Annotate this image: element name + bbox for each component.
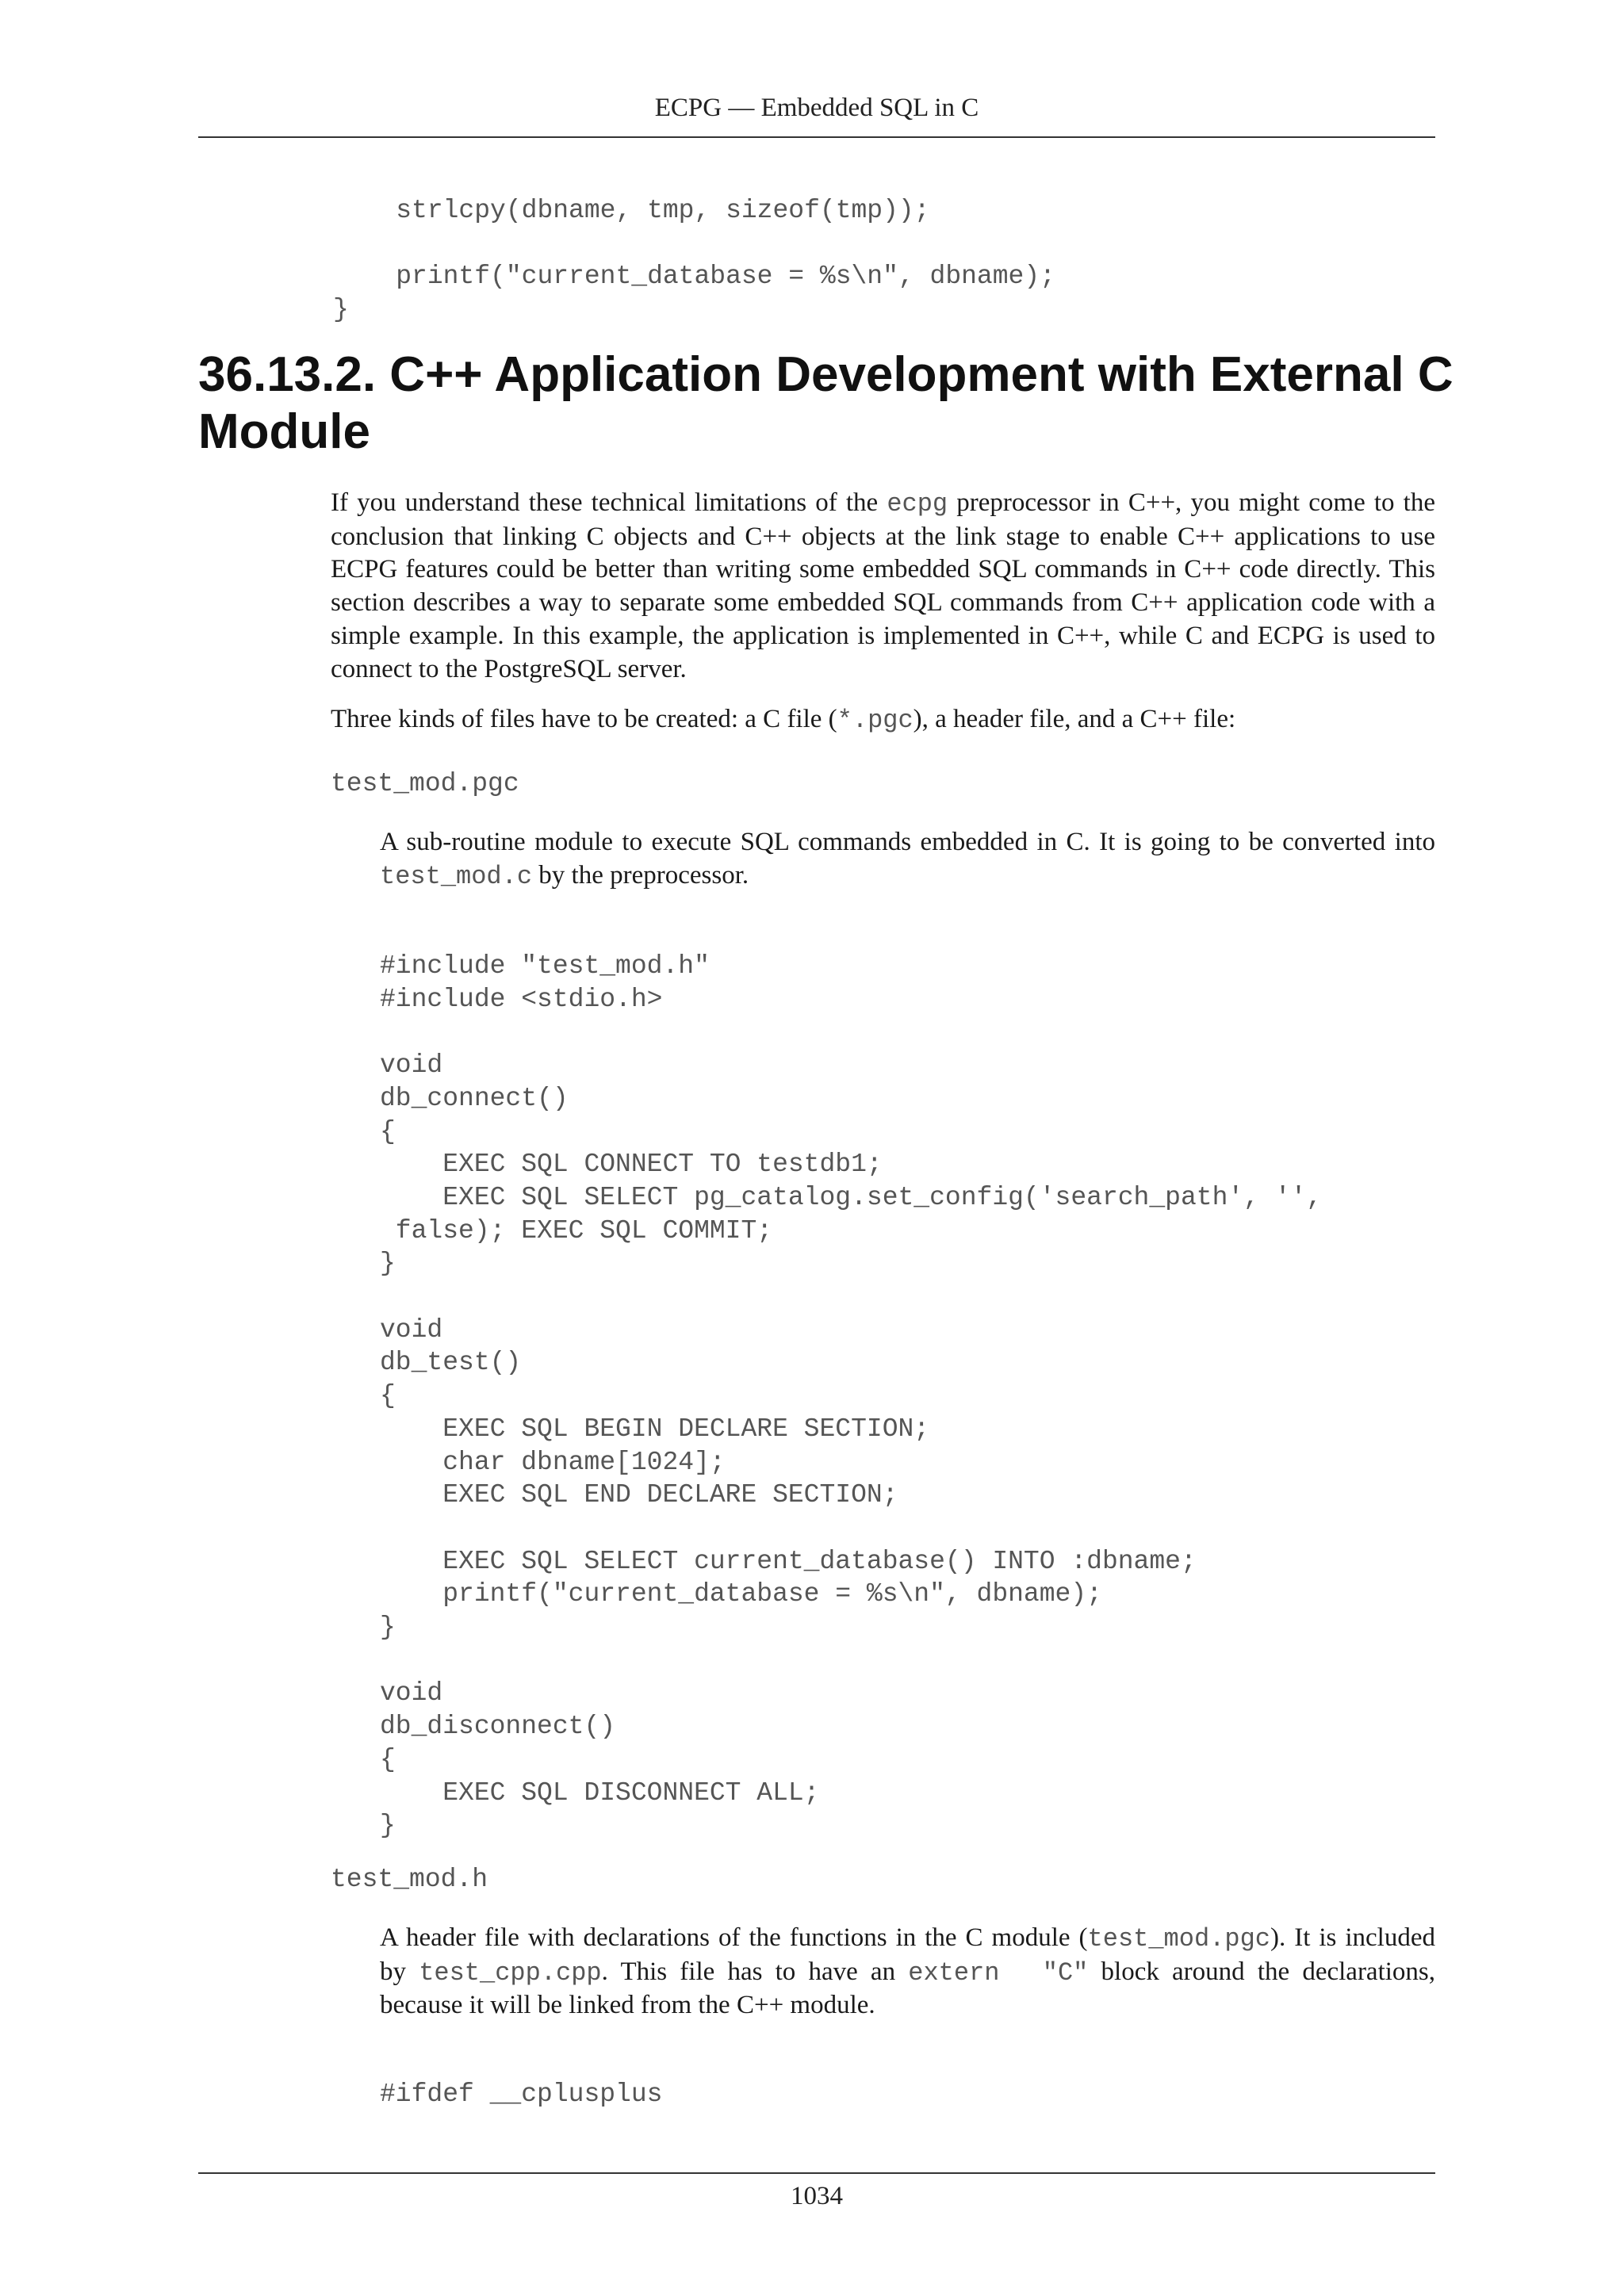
files-intro-paragraph: Three kinds of files have to be created: a C file (*.pgc), a header file, and a C++ file:: [331, 705, 1236, 735]
inline-code: *.pgc: [837, 706, 914, 735]
code-block-test-mod-pgc: #include "test_mod.h" #include <stdio.h> void db_connect() { EXEC SQL CONNECT TO testdb1; EXEC SQL SELECT pg_catalog.set_config('search_path', '', false); EXEC SQL COMMIT; } void db_test() { EXEC SQL BEGIN DECLARE SECTION; char dbname[1024]; EXEC SQL END DECLARE SECTION; EXEC SQL SELECT current_database() INTO :dbname; printf("current_database = %s\n", dbname); } void db_disconnect() { EXEC SQL DISCONNECT ALL; }: [380, 951, 1323, 1841]
page-number: 1034: [791, 2182, 843, 2210]
term-test-mod-h-description: A header file with declarations of the functions in the C module (test_mod.pgc). It is included by test_cpp.cpp. This file has to have an extern "C" block around the declarations, because it will be linked from the C++ module.: [380, 1923, 1436, 2020]
inline-code: extern "C": [908, 1957, 1089, 1988]
section-title: 36.13.2. C++ Application Development with External C Module: [198, 347, 1454, 459]
header-rule: [198, 136, 1435, 138]
running-header: ECPG — Embedded SQL in C: [654, 94, 979, 122]
term-test-mod-pgc: test_mod.pgc: [331, 769, 519, 798]
inline-code: test_cpp.cpp: [419, 1957, 602, 1988]
inline-code: ecpg: [887, 489, 948, 519]
term-test-mod-pgc-description: A sub-routine module to execute SQL commands embedded in C. It is going to be converted into test_mod.c by the preprocessor.: [380, 828, 1435, 891]
code-block-continued: strlcpy(dbname, tmp, sizeof(tmp)); printf("current_database = %s\n", dbname); }: [333, 196, 1055, 325]
intro-paragraph: If you understand these technical limitations of the ecpg preprocessor in C++, you might come to the conclusion that linking C objects and C++ objects at the link stage to enable C++ applications to use ECPG features could be better than writing some embedded SQL commands in C++ code directly. This section describes a way to separate some embedded SQL commands from C++ application code with a simple example. In this example, the application is implemented in C++, while C and ECPG is used to connect to the PostgreSQL server.: [331, 488, 1435, 683]
footer-rule: [198, 2172, 1435, 2174]
inline-code: test_mod.pgc: [1087, 1924, 1270, 1954]
code-block-test-mod-h: #ifdef __cplusplus: [380, 2080, 663, 2109]
term-test-mod-h: test_mod.h: [331, 1865, 488, 1894]
inline-code: test_mod.c: [380, 861, 533, 891]
